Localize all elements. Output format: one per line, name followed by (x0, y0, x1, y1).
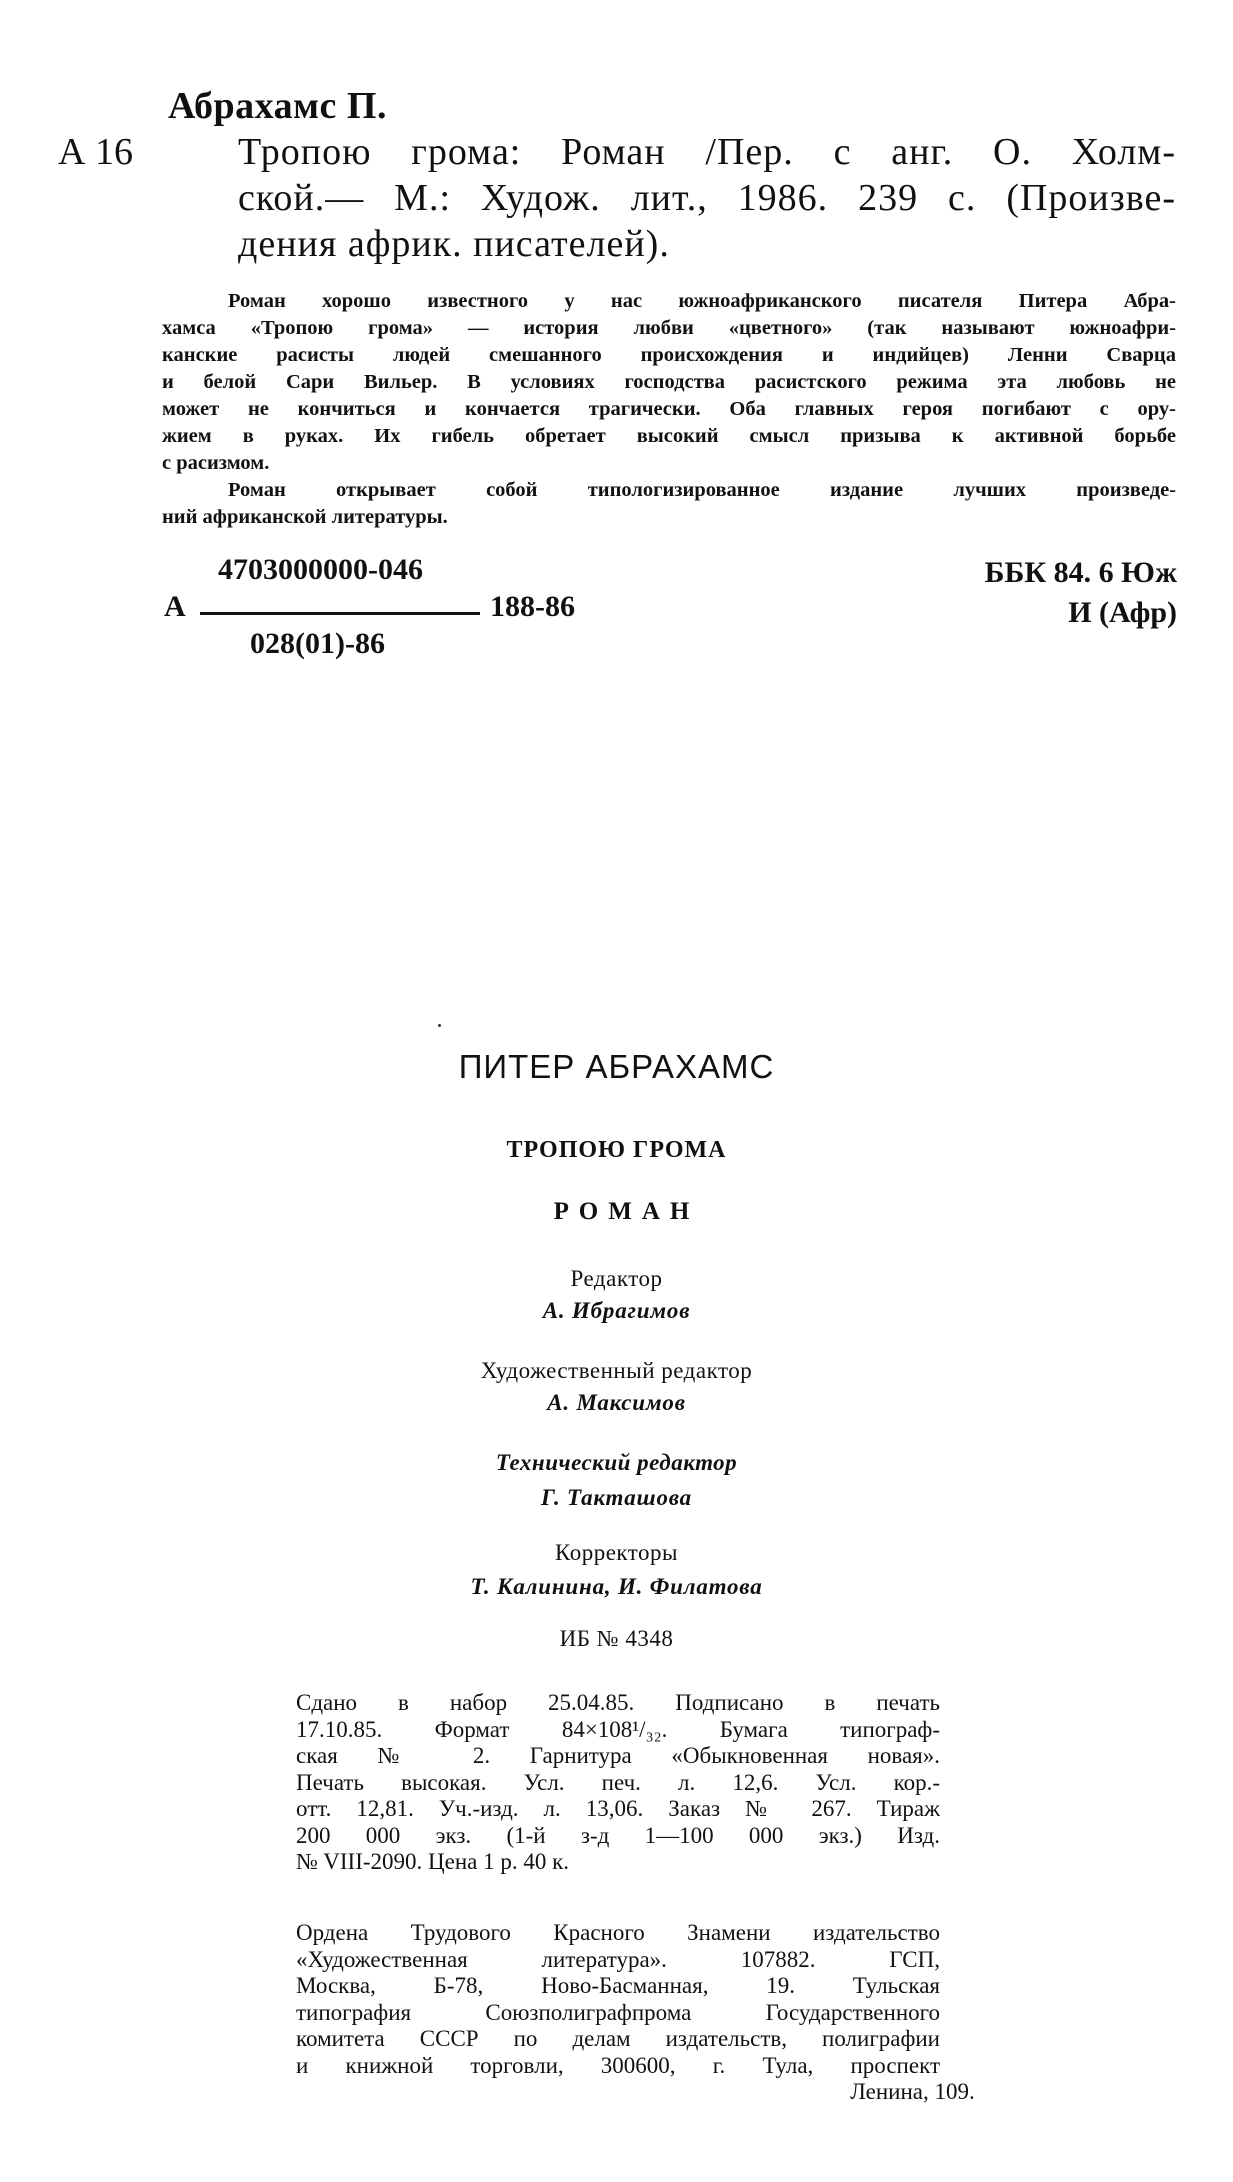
credit-name: Т. Калинина, И. Филатова (470, 1574, 763, 1599)
publisher-details (296, 1920, 975, 2106)
index-number: 188-86 (490, 590, 575, 623)
print-details (296, 1690, 940, 1876)
publisher-line: типография Союзполиграфпрома Государственного (296, 1999, 940, 2025)
annotation-line: может не кончиться и кончается трагически. Оба главных героя погибают с ору- (162, 398, 1176, 420)
bbk-subcode: И (Афр) (1068, 596, 1177, 629)
print-line: № VIII-2090. Цена 1 р. 40 к. (296, 1849, 570, 1874)
index-fraction-bar (200, 612, 480, 615)
annotation-line: Роман хорошо известного у нас южноафриканского писателя Питера Абра- (228, 290, 1176, 312)
print-line: 17.10.85. Формат 84×108¹/₃₂. Бумага типограф- (296, 1716, 940, 1742)
print-speck (438, 1024, 441, 1027)
catalog-entry-line: ской.— М.: Худож. лит., 1986. 239 с. (Произве- (238, 177, 1176, 219)
annotation-line: жием в руках. Их гибель обретает высокий смысл призыва к активной борьбе (162, 425, 1176, 447)
publisher-line: и книжной торговли, 300600, г. Тула, проспект (296, 2052, 940, 2078)
credit-role: Редактор (570, 1266, 663, 1291)
catalog-entry-line: дения африк. писателей). (238, 223, 670, 265)
print-line: Печать высокая. Усл. печ. л. 12,6. Усл. кор.- (296, 1769, 940, 1795)
annotation-line: Роман открывает собой типологизированное издание лучших произведе- (228, 479, 1176, 501)
annotation-line: ний африканской литературы. (162, 506, 448, 528)
print-line: Сдано в набор 25.04.85. Подписано в печать (296, 1690, 940, 1715)
catalog-author: Абрахамс П. (168, 85, 387, 127)
bbk-code: ББК 84. 6 Юж (984, 556, 1177, 589)
index-letter: А (164, 590, 186, 623)
annotation-line: хамса «Тропою грома» — история любви «цветного» (так называют южноафри- (162, 317, 1176, 339)
publisher-line: комитета СССР по делам издательств, полиграфии (296, 2026, 940, 2051)
credit-role: Технический редактор (495, 1450, 738, 1475)
colophon-author: ПИТЕР АБРАХАМС (458, 1048, 775, 1085)
annotation-line: канские расисты людей смешанного происхождения и индийцев) Ленни Сварца (162, 344, 1176, 366)
credit-name: А. Ибрагимов (542, 1298, 691, 1323)
publisher-line: «Художественная литература». 107882. ГСП, (296, 1946, 940, 1972)
print-line: отт. 12,81. Уч.-изд. л. 13,06. Заказ № 267. Тираж (296, 1796, 940, 1821)
credit-name: Г. Такташова (540, 1485, 692, 1510)
catalog-code: А 16 (58, 131, 133, 173)
print-line: 200 000 экз. (1-й з-д 1—100 000 экз.) Изд. (296, 1822, 940, 1848)
ib-number: ИБ № 4348 (559, 1626, 674, 1651)
catalog-entry-line: Тропою грома: Роман /Пер. с анг. О. Холм- (238, 131, 1176, 173)
credit-name: А. Максимов (547, 1390, 686, 1415)
index-numerator: 4703000000-046 (218, 553, 423, 586)
colophon-genre: РОМАН (553, 1198, 700, 1225)
annotation-line: с расизмом. (162, 452, 270, 474)
publisher-line: Москва, Б-78, Ново-Басманная, 19. Тульская (296, 1973, 940, 1998)
credit-role: Художественный редактор (480, 1358, 753, 1383)
print-line: ская № 2. Гарнитура «Обыкновенная новая». (296, 1743, 940, 1768)
index-denominator: 028(01)-86 (250, 627, 385, 660)
publisher-line: Ордена Трудового Красного Знамени издательство (296, 1920, 940, 1945)
annotation-line: и белой Сари Вильер. В условиях господства расистского режима эта любовь не (162, 371, 1176, 393)
colophon-title: ТРОПОЮ ГРОМА (506, 1137, 727, 1163)
credit-role: Корректоры (555, 1540, 678, 1565)
publisher-line: Ленина, 109. (850, 2079, 975, 2104)
